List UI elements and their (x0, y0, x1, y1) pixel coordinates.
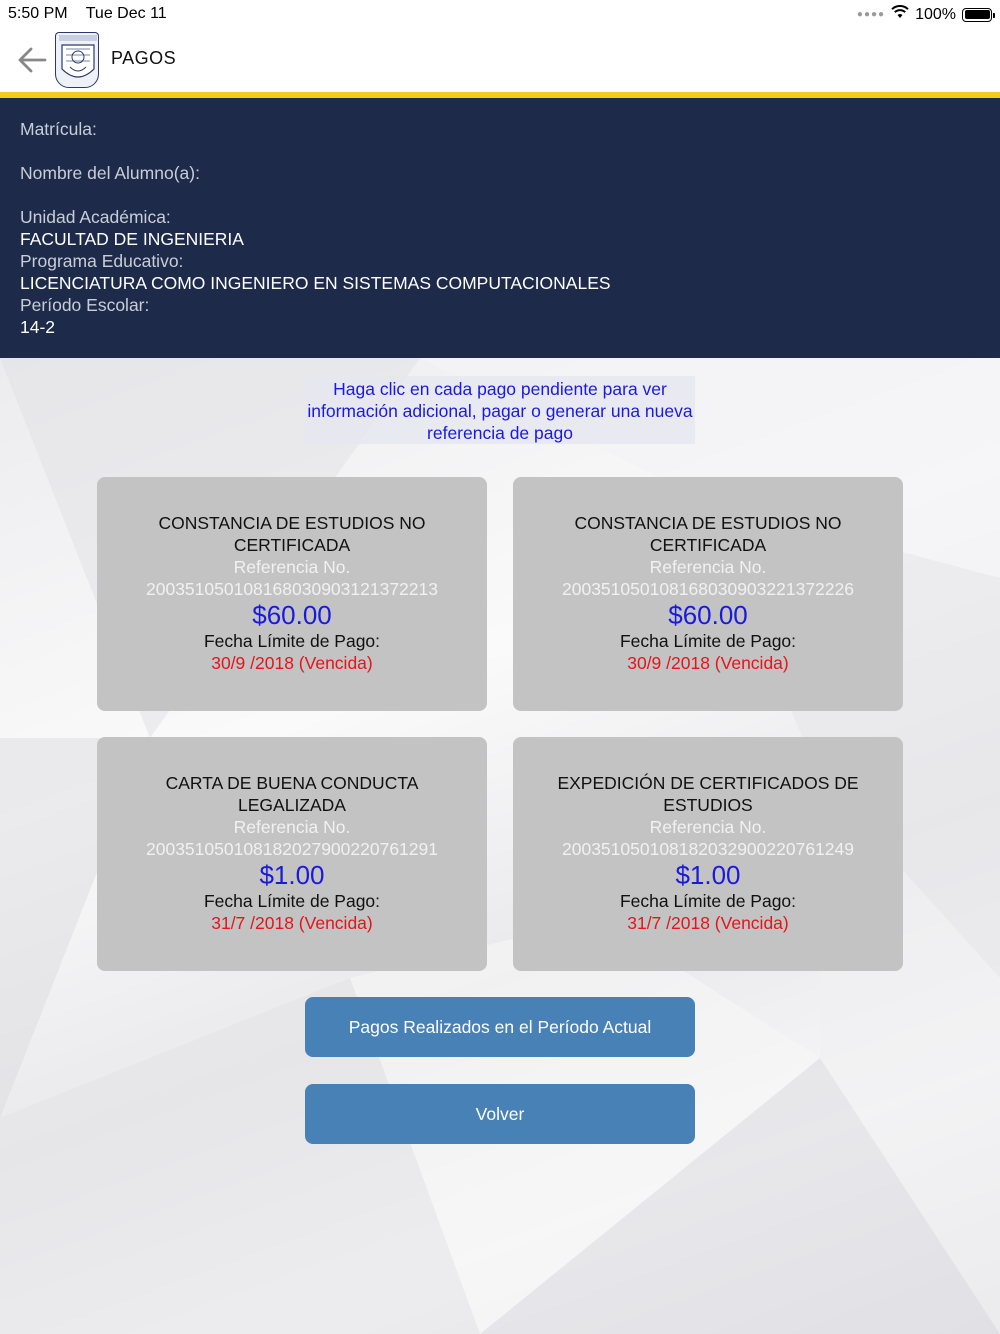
instructions-hint: Haga clic en cada pago pendiente para ver información adicional, pagar o generar una nueva referencia de pago (305, 376, 695, 444)
payment-amount: $1.00 (675, 860, 741, 890)
payment-amount: $1.00 (259, 860, 325, 890)
status-bar (0, 0, 1000, 28)
nombre-label: Nombre del Alumno(a): (20, 163, 200, 183)
payment-title: CONSTANCIA DE ESTUDIOS NO CERTIFICADA (158, 513, 426, 555)
unidad-label: Unidad Académica: (20, 207, 171, 227)
reference-number: 200351050108168030903221372226 (562, 579, 854, 599)
periodo-value: 14-2 (20, 317, 56, 337)
payment-card[interactable] (97, 737, 487, 971)
deadline-value: 31/7 /2018 (Vencida) (627, 913, 789, 933)
payment-title: EXPEDICIÓN DE CERTIFICADOS DE ESTUDIOS (557, 773, 859, 815)
status-right (857, 5, 992, 24)
payment-title: CONSTANCIA DE ESTUDIOS NO CERTIFICADA (574, 513, 842, 555)
matricula-label: Matrícula: (20, 119, 97, 139)
payment-amount: $60.00 (668, 600, 748, 630)
pagos-realizados-button[interactable]: Pagos Realizados en el Período Actual (305, 997, 695, 1057)
battery-icon (962, 8, 992, 22)
programa-value: LICENCIATURA COMO INGENIERO EN SISTEMAS COMPUTACIONALES (20, 273, 611, 293)
status-left (8, 5, 181, 23)
volver-button[interactable]: Volver (305, 1084, 695, 1144)
university-crest-icon (55, 32, 99, 88)
deadline-value: 30/9 /2018 (Vencida) (211, 653, 373, 673)
deadline-label: Fecha Límite de Pago: (203, 891, 381, 911)
payment-card[interactable] (513, 737, 903, 971)
payments-content (0, 358, 1000, 1334)
wifi-icon (891, 5, 909, 24)
student-info-panel (0, 98, 1000, 358)
deadline-value: 31/7 /2018 (Vencida) (211, 913, 373, 933)
deadline-label: Fecha Límite de Pago: (619, 631, 797, 651)
page-title: PAGOS (111, 48, 177, 68)
nav-bar (0, 28, 1000, 92)
deadline-label: Fecha Límite de Pago: (203, 631, 381, 651)
reference-number: 200351050108182027900220761291 (146, 839, 438, 859)
periodo-label: Período Escolar: (20, 295, 150, 315)
battery-percent: 100% (915, 5, 956, 23)
unidad-value: FACULTAD DE INGENIERIA (20, 229, 244, 249)
arrow-left-icon (17, 47, 47, 73)
cellular-signal-icon: ●●●● (856, 9, 886, 20)
reference-label: Referencia No. (649, 557, 767, 577)
reference-label: Referencia No. (649, 817, 767, 837)
deadline-value: 30/9 /2018 (Vencida) (627, 653, 789, 673)
payment-amount: $60.00 (252, 600, 332, 630)
reference-label: Referencia No. (233, 557, 351, 577)
back-button[interactable] (14, 42, 50, 78)
reference-number: 2003510501081680309031213722​13 (146, 579, 438, 599)
payment-card[interactable] (97, 477, 487, 711)
status-time: 5:50 PM (8, 5, 68, 22)
reference-number: 200351050108182032900220761249 (562, 839, 854, 859)
programa-label: Programa Educativo: (20, 251, 184, 271)
status-date: Tue Dec 11 (85, 5, 167, 22)
payment-card[interactable] (513, 477, 903, 711)
deadline-label: Fecha Límite de Pago: (619, 891, 797, 911)
payment-title: CARTA DE BUENA CONDUCTA LEGALIZADA (165, 773, 419, 815)
reference-label: Referencia No. (233, 817, 351, 837)
